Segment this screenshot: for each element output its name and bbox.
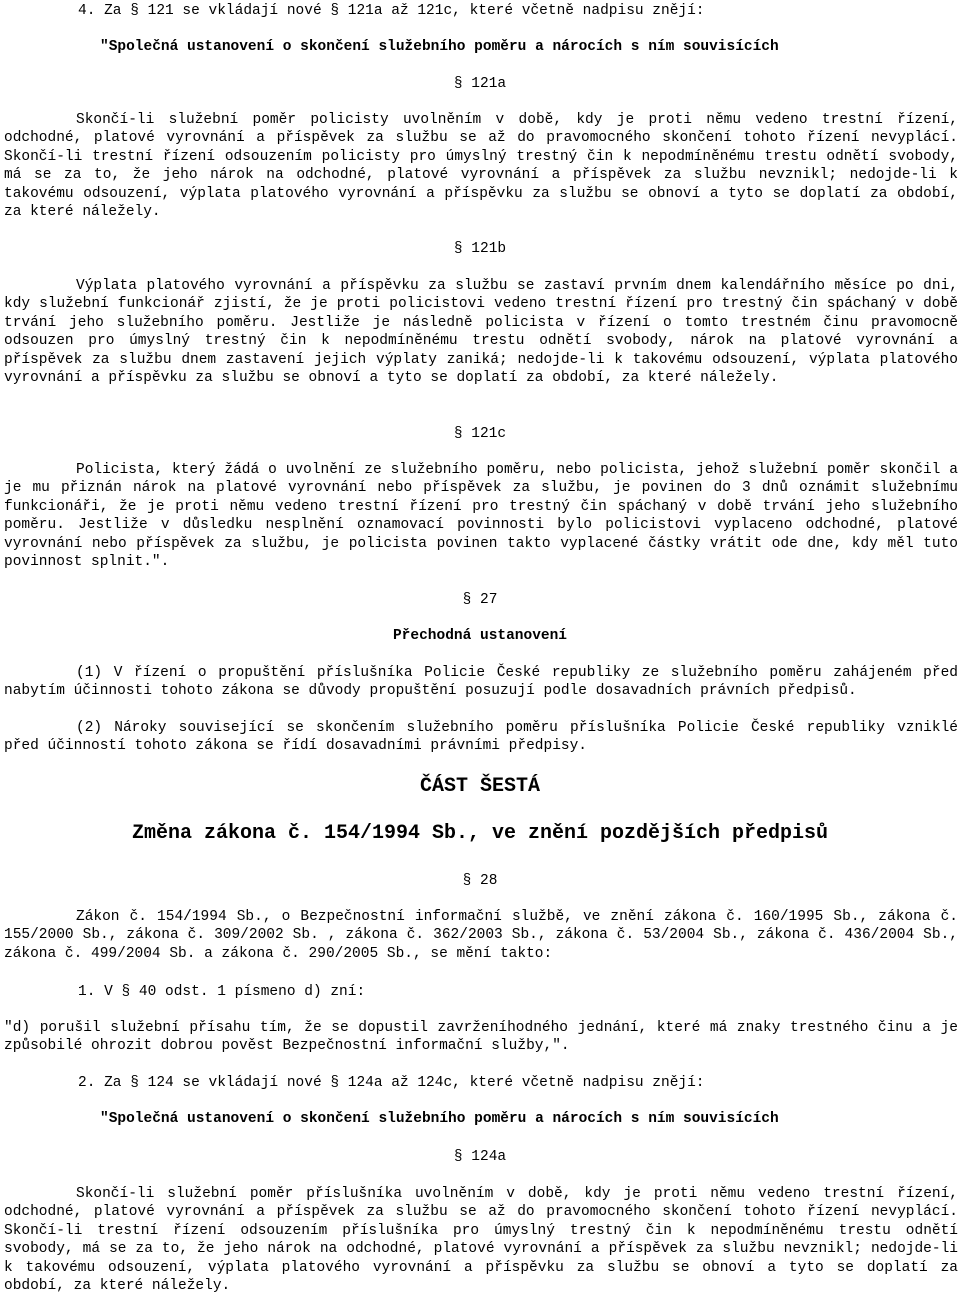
section-27-title: § 27 <box>462 592 498 608</box>
quoted-letter-d: "d) porušil služební přísahu tím, že se dopustil zavrženíhodného jednání, které má znaky trestného činu a je způsobilé ohrozit dobrou pověst Bezpečnostní informační služby,". <box>4 1020 958 1055</box>
amendment-item-4: 4. Za § 121 se vkládají nové § 121a až 121c, které včetně nadpisu znějí: <box>78 3 705 19</box>
section-27-paragraph-1-body: (1) V řízení o propuštění příslušníka Policie České republiky ze služebního poměru zahájeném před nabytím účinnosti tohoto zákona se důvody propuštění posuzují podle dosavadních právních předpisů. <box>4 665 958 700</box>
section-121a-title: § 121a <box>453 76 507 92</box>
section-28-intro-body: Zákon č. 154/1994 Sb., o Bezpečnostní informační službě, ve znění zákona č. 160/1995 Sb., zákona č. 155/2000 Sb., zákona č. 309/2002 Sb. , zákona č. 362/2003 Sb., zákona č. 53/2004 Sb., zákona č. 436/2004 Sb., zákona č. 499/2004 Sb. a zákona č. 290/2005 Sb., se mění takto: <box>4 909 958 962</box>
section-27-paragraph-1 <box>4 664 958 701</box>
chapter-heading-police: "Společná ustanovení o skončení služebního poměru a nárocích s ním souvisících <box>100 39 779 55</box>
part-subtitle: Změna zákona č. 154/1994 Sb., ve znění pozdějších předpisů <box>131 822 829 845</box>
section-121c-body: Policista, který žádá o uvolnění ze služebního poměru, nebo policista, jehož služební poměr skončil a je mu přiznán nárok na platové vyrovnání nebo příspěvek za službu, je povinen do 3 dnů oznámit služebnímu funkcionáři, že je proti němu vedeno trestní řízení pro trestný čin spáchaný v době trvání jeho služebního poměru. Jestliže v důsledku nesplnění oznamovací povinnosti bylo policistovi vyplaceno odchodné, platové vyrovnání nebo příspěvek za službu, je policista povinen takto vyplacené částky vrátit ode dne, kdy měl tuto povinnost splnit.". <box>4 462 958 571</box>
section-124a-body: Skončí-li služební poměr příslušníka uvolněním v době, kdy je proti němu vedeno trestní řízení, odchodné, platové vyrovnání a příspěvek za službu se až do pravomocného skončení tohoto řízení nevyplácí. Skončí-li trestní řízení odsouzením příslušníka pro úmyslný trestný čin k nepodmíněnému trestu odnětí svobody, má se za to, že jeho nárok na odchodné, platové vyrovnání a příspěvek za službu nevznikl; nedojde-li k takovému odsouzení, výplata platového vyrovnání a příspěvku za službu se obnoví a tyto se doplatí za období, za které náležely. <box>4 1186 958 1295</box>
section-28-title: § 28 <box>462 873 498 889</box>
section-121a-body: Skončí-li služební poměr policisty uvolněním v době, kdy je proti němu vedeno trestní řízení, odchodné, platové vyrovnání a příspěvek za službu se až do pravomocného skončení tohoto řízení nevyplácí. Skončí-li trestní řízení odsouzením policisty pro úmyslný trestný čin k nepodmíněnému trestu odnětí svobody, má se za to, že jeho nárok na odchodné, platové vyrovnání a příspěvek za službu nevznikl; nedojde-li k takovému odsouzení, výplata platového vyrovnání a příspěvku za službu se obnoví a tyto se doplatí za období, za které náležely. <box>4 112 958 221</box>
section-124a-text <box>4 1185 958 1295</box>
chapter-heading-bis: "Společná ustanovení o skončení služebního poměru a nárocích s ním souvisících <box>100 1111 779 1127</box>
amendment-item-1: 1. V § 40 odst. 1 písmeno d) zní: <box>78 984 366 1000</box>
section-121b-text <box>4 277 958 387</box>
section-121b-body: Výplata platového vyrovnání a příspěvku za službu se zastaví prvním dnem kalendářního měsíce po dni, kdy služební funkcionář zjistí, že je proti policistovi vedeno trestní řízení pro trestný čin spáchaný v době trvání jeho služebního poměru. Jestliže je následně policista v řízení o tomto trestném činu pravomocně odsouzen pro úmyslný trestný čin k nepodmíněnému trestu odnětí svobody, nárok na platové vyrovnání a příspěvek za službu dnem zastavení jejich výplaty zaniká; nedojde-li k takovému odsouzení, výplata platového vyrovnání a příspěvku za službu se obnoví a tyto se doplatí za období, za které náležely. <box>4 278 958 387</box>
section-27-paragraph-2 <box>4 719 958 756</box>
part-title: ČÁST ŠESTÁ <box>419 775 541 798</box>
section-121c-text <box>4 461 958 571</box>
transitional-heading: Přechodná ustanovení <box>392 628 568 644</box>
section-28-intro <box>4 908 958 963</box>
section-27-paragraph-2-body: (2) Nároky související se skončením služebního poměru příslušníka Policie České republiky vzniklé před účinností tohoto zákona se řídí dosavadními právními předpisy. <box>4 720 958 755</box>
section-121b-title: § 121b <box>453 241 507 257</box>
section-121c-title: § 121c <box>453 426 507 442</box>
section-124a-title: § 124a <box>453 1149 507 1165</box>
section-121a-text <box>4 111 958 221</box>
amendment-item-2: 2. Za § 124 se vkládají nové § 124a až 124c, které včetně nadpisu znějí: <box>78 1075 705 1091</box>
